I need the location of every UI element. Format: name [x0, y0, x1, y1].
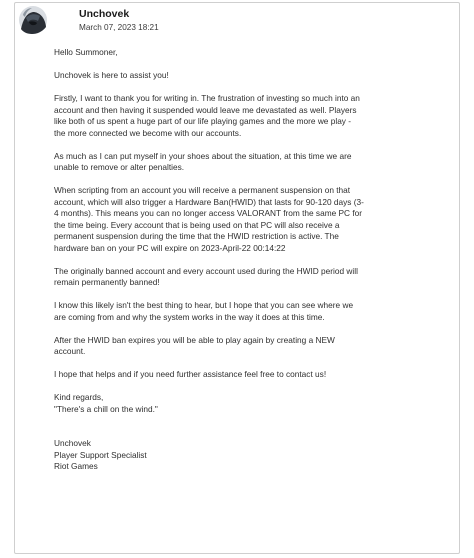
paragraph-line: After the HWID ban expires you will be able to play again by creating a NEW	[54, 334, 335, 345]
avatar-icon	[17, 5, 49, 35]
paragraph-line: As much as I can put myself in your shoes about the situation, at this time we are	[54, 150, 352, 161]
paragraph-line: the more connected we become with our accounts.	[54, 127, 242, 138]
paragraph-line: like both of us spent a huge part of our life playing games and the more we play -	[54, 116, 352, 126]
paragraph-line: When scripting from an account you will receive a permanent suspension on that	[54, 185, 351, 195]
signature-company: Riot Games	[54, 461, 98, 471]
paragraph-line: are coming from and why the system works in the way it does at this time.	[54, 311, 325, 322]
paragraph-line: 4 months). This means you can no longer access VALORANT from the same PC for	[54, 208, 363, 218]
closing-line: Kind regards,	[54, 392, 104, 402]
message-body	[54, 47, 410, 473]
signature-name: Unchovek	[54, 438, 91, 448]
closing-quote: "There's a chill on the wind."	[54, 403, 158, 414]
message-timestamp: March 07, 2023 18:21	[79, 23, 159, 32]
agent-name: Unchovek	[79, 8, 130, 20]
paragraph-line: unable to remove or alter penalties.	[54, 162, 185, 172]
paragraph-line: permanent suspension during the time that the HWID restriction is active. The	[54, 231, 339, 241]
paragraph-line: I hope that helps and if you need further assistance feel free to contact us!	[54, 369, 327, 379]
paragraph-line: hardware ban on your PC will expire on 2023-April-22 00:14:22	[54, 242, 286, 253]
paragraph-line: I know this likely isn't the best thing to hear, but I hope that you can see where we	[54, 300, 354, 310]
paragraph-line: remain permanently banned!	[54, 277, 160, 287]
paragraph-line: account.	[54, 346, 86, 356]
greeting: Hello Summoner,	[54, 47, 118, 57]
paragraph-line: Firstly, I want to thank you for writing in. The frustration of investing so much into an	[54, 93, 360, 103]
paragraph-line: the time being. Every account that is being used on that PC will also receive a	[54, 219, 340, 230]
signature-title: Player Support Specialist	[54, 449, 147, 460]
paragraph-line: account and then having it suspended would leave me devastated as well. Players	[54, 104, 357, 115]
paragraph-line: The originally banned account and every account used during the HWID period will	[54, 265, 358, 276]
intro-line: Unchovek is here to assist you!	[54, 70, 169, 80]
paragraph-line: account, which will also trigger a Hardware Ban(HWID) that lasts for 90-120 days (3-	[54, 196, 364, 207]
